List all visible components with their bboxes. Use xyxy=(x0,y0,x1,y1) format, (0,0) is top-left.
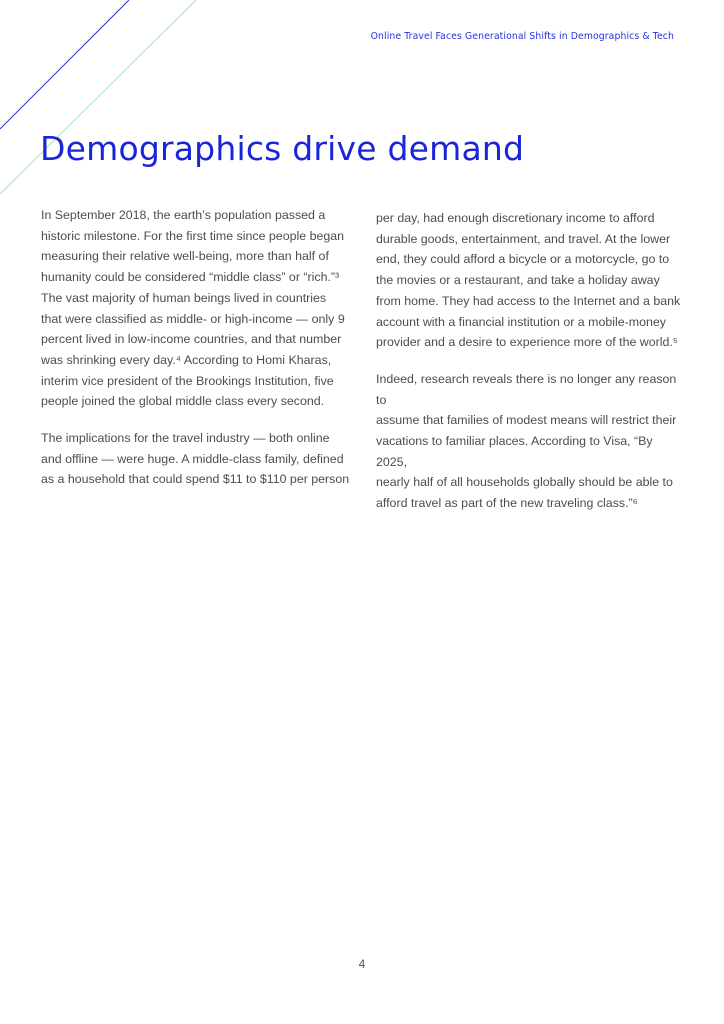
paragraph xyxy=(376,208,686,353)
corner-line-blue xyxy=(0,0,129,129)
text-line: people joined the global middle class every second. xyxy=(41,394,325,409)
text-line: interim vice president of the Brookings Institution, five xyxy=(41,373,334,388)
text-line: Indeed, research reveals there is no longer any reason to xyxy=(376,371,677,407)
text-line: durable goods, entertainment, and travel. At the lower xyxy=(376,231,671,246)
text-line: measuring their relative well-being, more than half of xyxy=(41,249,329,264)
text-column-right xyxy=(376,208,686,514)
text-line: provider and a desire to experience more of the world.⁵ xyxy=(376,335,678,350)
text-line: account with a financial institution or a mobile-money xyxy=(376,314,666,329)
running-header: Online Travel Faces Generational Shifts in Demographics & Tech xyxy=(370,31,674,42)
text-line: per day, had enough discretionary income to afford xyxy=(376,211,655,225)
paragraph xyxy=(41,428,351,490)
text-line: end, they could afford a bicycle or a motorcycle, go to xyxy=(376,252,670,267)
text-line: from home. They had access to the Internet and a bank xyxy=(376,293,681,308)
text-line: was shrinking every day.⁴ According to Homi Kharas, xyxy=(41,352,332,367)
text-line: historic milestone. For the first time since people began xyxy=(41,228,345,243)
text-line: assume that families of modest means will restrict their xyxy=(376,413,677,428)
text-line: percent lived in low-income countries, and that number xyxy=(41,332,342,347)
text-line: vacations to familiar places. According to Visa, “By 2025, xyxy=(376,434,653,469)
page-number: 4 xyxy=(358,957,366,971)
text-line: the movies or a restaurant, and take a holiday away xyxy=(376,273,660,288)
text-line: humanity could be considered “middle class” or “rich.”³ xyxy=(41,270,340,285)
text-column-left xyxy=(41,205,351,490)
text-line: as a household that could spend $11 to $110 per person xyxy=(41,472,350,487)
text-line: In September 2018, the earth’s population passed a xyxy=(41,208,326,222)
text-line: nearly half of all households globally should be able to xyxy=(376,475,673,490)
text-line: The vast majority of human beings lived in countries xyxy=(41,290,327,305)
text-line: that were classified as middle- or high-income — only 9 xyxy=(41,311,345,326)
text-line: and offline — were huge. A middle-class family, defined xyxy=(41,451,344,466)
page-title: Demographics drive demand xyxy=(40,129,525,168)
paragraph xyxy=(376,369,686,514)
text-line: afford travel as part of the new traveling class.”⁶ xyxy=(376,496,638,511)
paragraph xyxy=(41,205,351,412)
text-line: The implications for the travel industry — both online xyxy=(41,431,330,446)
corner-decoration xyxy=(0,0,200,200)
